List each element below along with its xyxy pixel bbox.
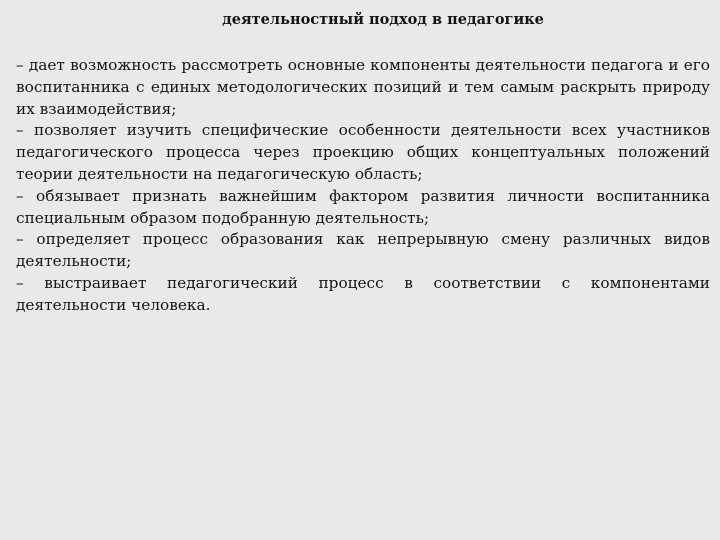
list-item: – дает возможность рассмотреть основные компоненты деятельности педагога и его воспитанника с единых методологических позиций и тем самым раскрыть природу их взаимодействия; <box>16 56 710 118</box>
list-item: – позволяет изучить специфические особенности деятельности всех участников педагогического процесса через проекцию общих концептуальных положений теории деятельности на педагогическую область; <box>16 121 710 183</box>
list-item: – определяет процесс образования как непрерывную смену различных видов деятельности; <box>16 230 710 271</box>
slide-title: деятельностный подход в педагогике <box>222 11 544 28</box>
list-item: – выстраивает педагогический процесс в соответствии с компонентами деятельности человека. <box>16 273 710 314</box>
list-item: – обязывает признать важнейшим фактором развития личности воспитанника специальным образом подобранную деятельность; <box>16 186 710 227</box>
body-text <box>16 55 710 317</box>
